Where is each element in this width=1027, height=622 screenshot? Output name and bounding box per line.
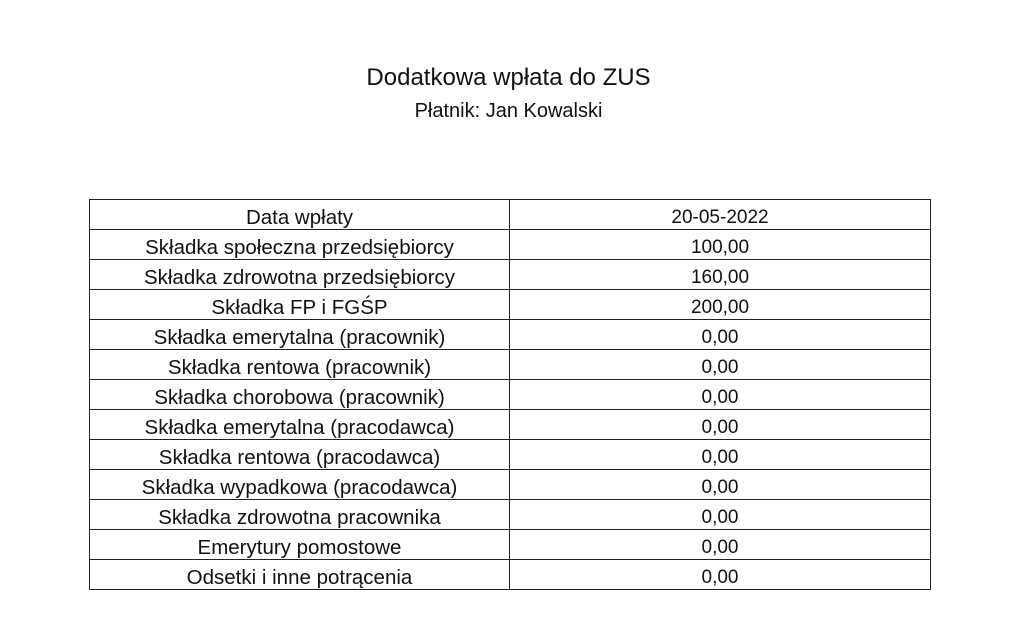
table-row [90, 380, 931, 410]
row-label: Składka FP i FGŚP [90, 290, 510, 320]
document-title: Dodatkowa wpłata do ZUS [366, 64, 651, 91]
row-value: 100,00 [510, 230, 931, 260]
row-value: 0,00 [510, 410, 931, 440]
table-row [90, 290, 931, 320]
table-row [90, 440, 931, 470]
row-label: Składka emerytalna (pracownik) [90, 320, 510, 350]
table-row [90, 260, 931, 290]
row-label: Odsetki i inne potrącenia [90, 560, 510, 590]
row-value: 0,00 [510, 560, 931, 590]
row-value: 0,00 [510, 530, 931, 560]
table-row [90, 530, 931, 560]
table-row [90, 230, 931, 260]
row-label: Składka chorobowa (pracownik) [90, 380, 510, 410]
row-value: 0,00 [510, 320, 931, 350]
table-row [90, 350, 931, 380]
table-row [90, 200, 931, 230]
row-label: Składka rentowa (pracodawca) [90, 440, 510, 470]
row-value: 160,00 [510, 260, 931, 290]
table-row [90, 320, 931, 350]
table-row [90, 470, 931, 500]
table-row [90, 410, 931, 440]
row-label: Data wpłaty [90, 200, 510, 230]
row-label: Składka zdrowotna przedsiębiorcy [90, 260, 510, 290]
row-label: Składka rentowa (pracownik) [90, 350, 510, 380]
row-label: Składka wypadkowa (pracodawca) [90, 470, 510, 500]
payer-line: Płatnik: Jan Kowalski [414, 100, 603, 122]
row-value: 20-05-2022 [510, 200, 931, 230]
row-value: 0,00 [510, 440, 931, 470]
row-label: Składka zdrowotna pracownika [90, 500, 510, 530]
row-label: Składka społeczna przedsiębiorcy [90, 230, 510, 260]
row-value: 0,00 [510, 380, 931, 410]
row-value: 0,00 [510, 470, 931, 500]
table-row [90, 560, 931, 590]
payment-table [89, 199, 931, 590]
row-label: Emerytury pomostowe [90, 530, 510, 560]
table-row [90, 500, 931, 530]
row-value: 200,00 [510, 290, 931, 320]
row-value: 0,00 [510, 350, 931, 380]
row-label: Składka emerytalna (pracodawca) [90, 410, 510, 440]
row-value: 0,00 [510, 500, 931, 530]
